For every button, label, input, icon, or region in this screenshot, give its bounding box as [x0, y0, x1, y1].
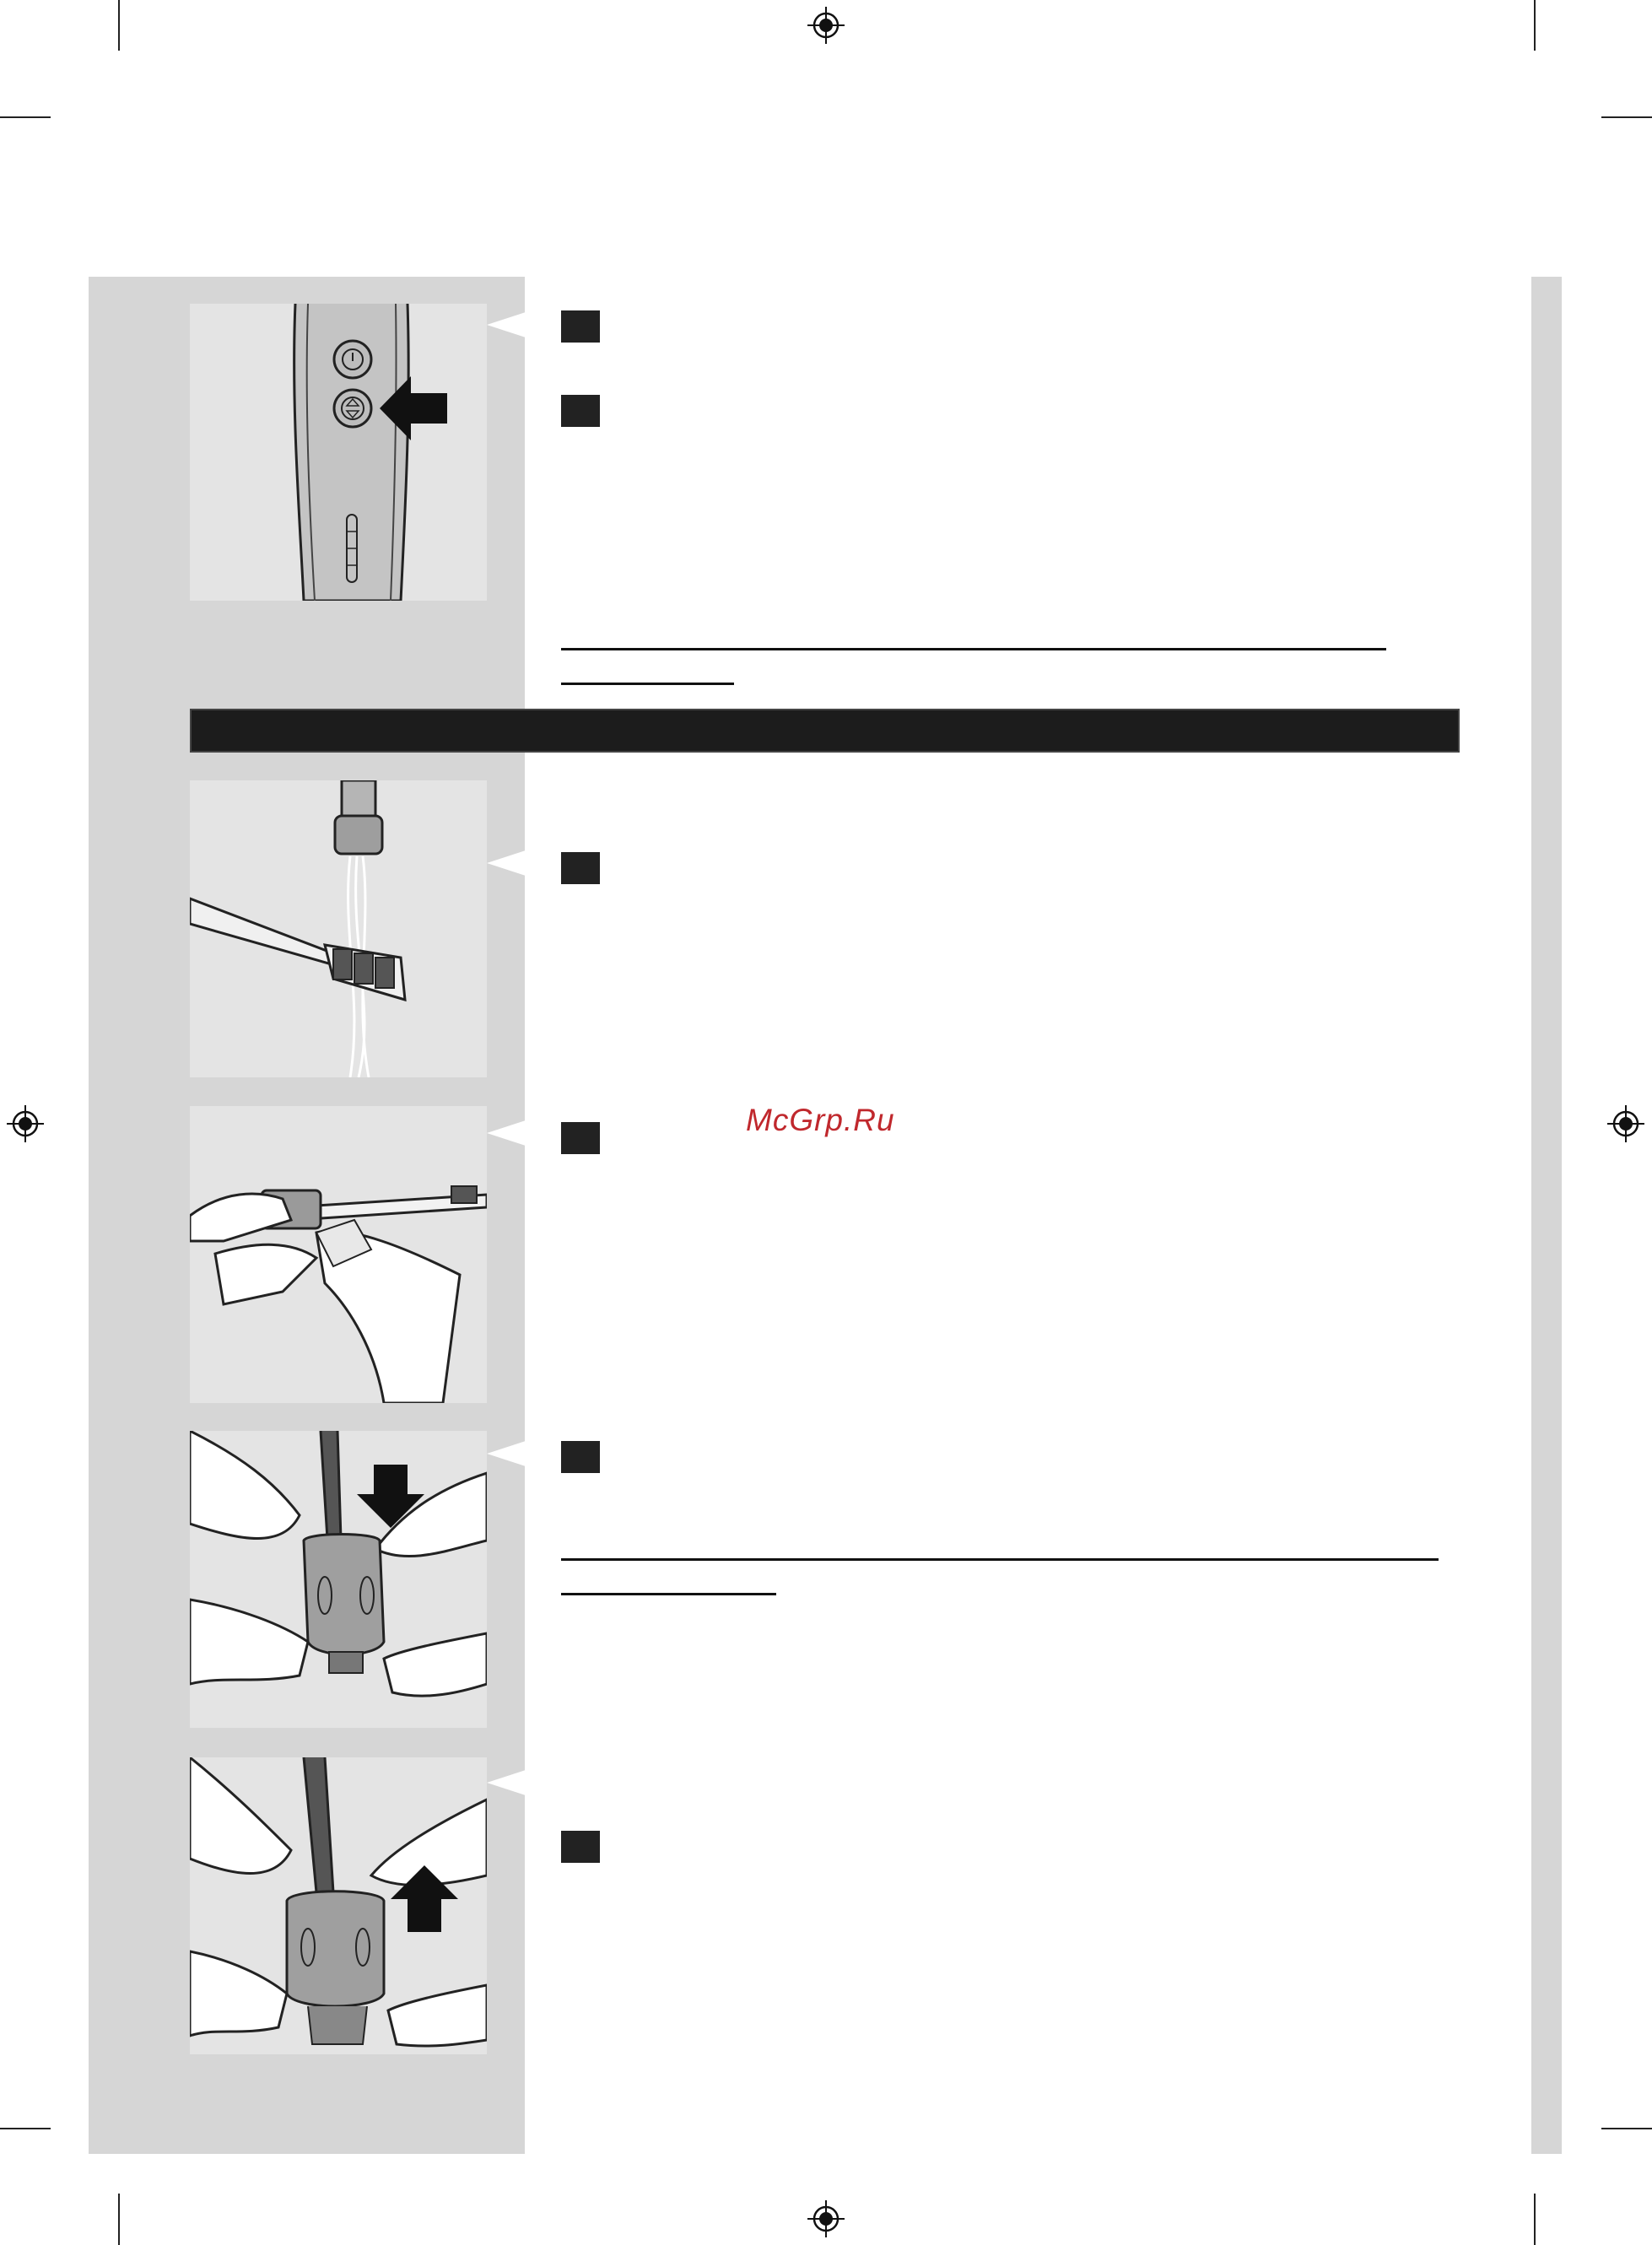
step-number-box: [561, 1441, 600, 1473]
crop-mark: [0, 2128, 51, 2129]
crop-mark: [118, 0, 120, 51]
text-rule: [561, 648, 1386, 650]
callout-notch: [487, 312, 526, 337]
illustration-handle-buttons: [190, 304, 487, 601]
callout-notch: [487, 850, 526, 876]
registration-mark-right: [1607, 1105, 1644, 1142]
registration-mark-top: [807, 7, 845, 44]
step-number-box: [561, 1831, 600, 1863]
illustration-push-down-handle: [190, 1431, 487, 1728]
registration-mark-left: [7, 1105, 44, 1142]
crop-mark: [118, 2194, 120, 2245]
callout-notch: [487, 1770, 526, 1795]
text-rule: [561, 683, 734, 685]
step-number-box: [561, 395, 600, 427]
right-tab-band: [1531, 277, 1562, 2154]
watermark: McGrp.Ru: [746, 1103, 895, 1137]
crop-mark: [0, 116, 51, 118]
callout-notch: [487, 1120, 526, 1146]
crop-mark: [1601, 2128, 1652, 2129]
section-heading-bar: [190, 709, 1460, 753]
crop-mark: [1601, 116, 1652, 118]
crop-mark: [1534, 0, 1536, 51]
step-number-box: [561, 852, 600, 884]
step-number-box: [561, 310, 600, 343]
callout-notch: [487, 1441, 526, 1466]
illustration-clean-connection: [190, 1106, 487, 1403]
illustration-rinse-brush-head: [190, 780, 487, 1077]
registration-mark-bottom: [807, 2200, 845, 2237]
crop-mark: [1534, 2194, 1536, 2245]
illustration-pull-up-handle: [190, 1757, 487, 2054]
step-number-box: [561, 1122, 600, 1154]
text-rule: [561, 1558, 1439, 1561]
text-rule: [561, 1593, 776, 1595]
